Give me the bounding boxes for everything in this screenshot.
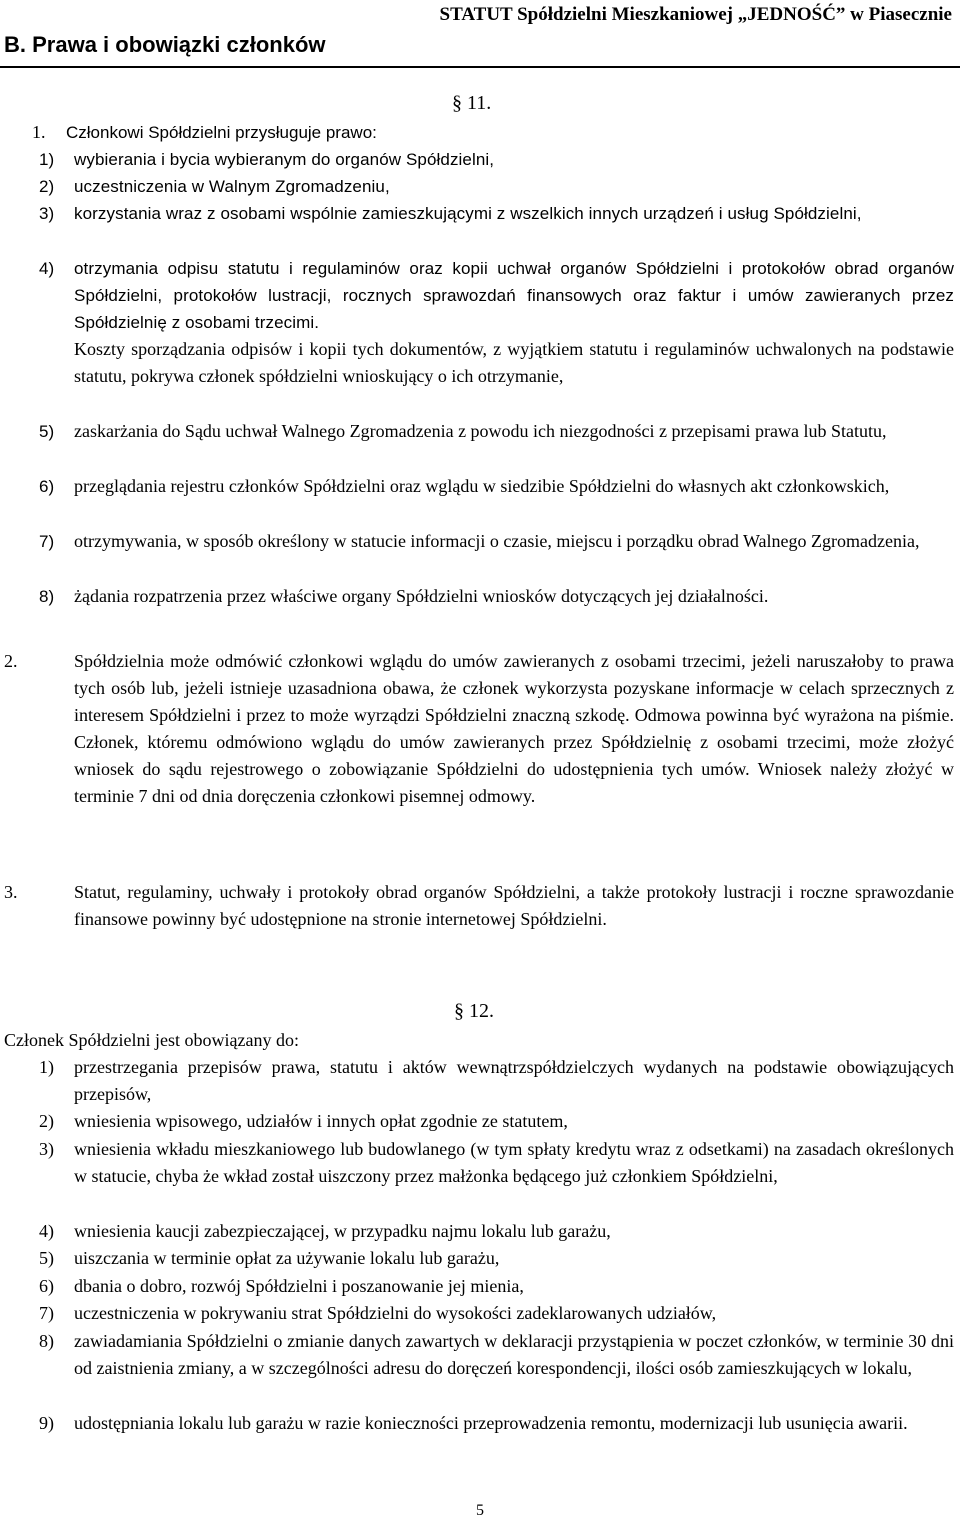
section-heading-11: § 11.	[452, 92, 492, 114]
list-item-number: 7)	[39, 1303, 54, 1323]
paragraph-number: 2.	[4, 651, 18, 671]
list-item-text: przestrzegania przepisów prawa, statutu i aktów wewnątrzspółdzielczych wydanych na podstawie obowiązujących przepisów,	[74, 1057, 954, 1104]
list-item-text: otrzymania odpisu statutu i regulaminów oraz kopii uchwał organów Spółdzielni i protokołów obrad organów Spółdzielni, protokołów lustracji, rocznych sprawozdań finansowych oraz faktur i umów zawieranych przez Spółdzielnię z osobami trzecimi.	[74, 259, 954, 332]
list-item-text: udostępniania lokalu lub garażu w razie konieczności przeprowadzenia remontu, modernizacji lub usunięcia awarii.	[74, 1413, 908, 1433]
list-item-number: 6)	[39, 1276, 54, 1296]
paragraph-text: Spółdzielnia może odmówić członkowi wglądu do umów zawieranych z osobami trzecimi, jeżeli naruszałoby to prawa tych osób lub, jeżeli istnieje uzasadniona obawa, że członek wykorzysta pozyskane informacje w celach sprzecznych z interesem Spółdzielni i przez to może wyrządzi Spółdzielni znaczną szkodę. Odmowa powinna być wyrażona na piśmie. Członek, któremu odmówiono wglądu do umów zawieranych przez Spółdzielnię z osobami trzecimi, może złożyć wniosek do sądu rejestrowego o zobowiązanie Spółdzielni do udostępnienia tych umów. Wniosek należy złożyć w terminie 7 dni od dnia doręczenia członkowi pisemnej odmowy.	[74, 651, 954, 806]
list-item-number: 7)	[39, 532, 55, 551]
list-item-text: uczestniczenia w pokrywaniu strat Spółdzielni do wysokości zadeklarowanych udziałów,	[74, 1303, 717, 1323]
list-item-number: 8)	[39, 587, 55, 606]
paragraph-number: 1.	[32, 122, 46, 142]
list-item-text: wniesienia kaucji zabezpieczającej, w przypadku najmu lokalu lub garażu,	[74, 1221, 611, 1241]
list-item-number: 9)	[39, 1413, 54, 1433]
list-item-text: wybierania i bycia wybieranym do organów Spółdzielni,	[74, 150, 495, 169]
list-item-text: wniesienia wkładu mieszkaniowego lub budowlanego (w tym spłaty kredytu wraz z odsetkami) na zasadach określonych w statucie, chyba że wkład został uiszczony przez małżonka będącego już członkiem Spółdzielni,	[74, 1139, 954, 1186]
paragraph-text: Statut, regulaminy, uchwały i protokoły obrad organów Spółdzielni, a także protokoły lustracji i roczne sprawozdanie finansowe powinny być udostępnione na stronie internetowej Spółdzielni.	[74, 882, 954, 929]
header-rule	[0, 66, 960, 68]
list-item-text-continuation: Koszty sporządzania odpisów i kopii tych dokumentów, z wyjątkiem statutu i regulaminów uchwalonych na podstawie statutu, pokrywa członek spółdzielni wnioskujący o ich otrzymanie,	[74, 339, 954, 386]
paragraph-number: 3.	[4, 882, 18, 902]
list-item-text: przeglądania rejestru członków Spółdzielni oraz wglądu w siedzibie Spółdzielni do własnych akt członkowskich,	[74, 476, 890, 496]
list-item-text: zaskarżania do Sądu uchwał Walnego Zgromadzenia z powodu ich niezgodności z przepisami prawa lub Statutu,	[74, 421, 887, 441]
list-item-number: 3)	[39, 1139, 54, 1159]
list-item-number: 8)	[39, 1331, 54, 1351]
list-item-text: dbania o dobro, rozwój Spółdzielni i poszanowanie jej mienia,	[74, 1276, 524, 1296]
page-number: 5	[476, 1502, 484, 1519]
chapter-title: B. Prawa i obowiązki członków	[4, 32, 326, 57]
list-item-number: 2)	[39, 1111, 54, 1131]
list-item-text: uczestniczenia w Walnym Zgromadzeniu,	[74, 177, 390, 196]
list-item-number: 4)	[39, 259, 55, 278]
list-item-text: korzystania wraz z osobami wspólnie zamieszkującymi z wszelkich innych urządzeń i usług Spółdzielni,	[74, 204, 862, 223]
list-item-number: 2)	[39, 177, 55, 196]
list-item-number: 5)	[39, 1248, 54, 1268]
list-item-number: 4)	[39, 1221, 54, 1241]
list-item-number: 1)	[39, 1057, 54, 1077]
list-item-text: zawiadamiania Spółdzielni o zmianie danych zawartych w deklaracji przystąpienia w poczet członków, w terminie 30 dni od zaistnienia zmiany, a w szczególności adresu do doręczeń korespondencji, ilości osób zamieszkujących w lokalu,	[74, 1331, 954, 1378]
list-item-text: żądania rozpatrzenia przez właściwe organy Spółdzielni wniosków dotyczących jej działalności.	[74, 586, 769, 606]
section-heading-12: § 12.	[454, 1000, 494, 1022]
paragraph-intro: Członkowi Spółdzielni przysługuje prawo:	[66, 123, 377, 142]
list-item-text: uiszczania w terminie opłat za używanie lokalu lub garażu,	[74, 1248, 500, 1268]
document-title: STATUT Spółdzielni Mieszkaniowej „JEDNOŚĆ” w Piasecznie	[439, 4, 952, 25]
list-item-number: 6)	[39, 477, 55, 496]
list-item-text: wniesienia wpisowego, udziałów i innych opłat zgodnie ze statutem,	[74, 1111, 568, 1131]
section-intro: Członek Spółdzielni jest obowiązany do:	[4, 1030, 299, 1050]
list-item-number: 1)	[39, 150, 55, 169]
list-item-text: otrzymywania, w sposób określony w statucie informacji o czasie, miejscu i porządku obrad Walnego Zgromadzenia,	[74, 531, 920, 551]
list-item-number: 5)	[39, 422, 55, 441]
list-item-number: 3)	[39, 204, 55, 223]
